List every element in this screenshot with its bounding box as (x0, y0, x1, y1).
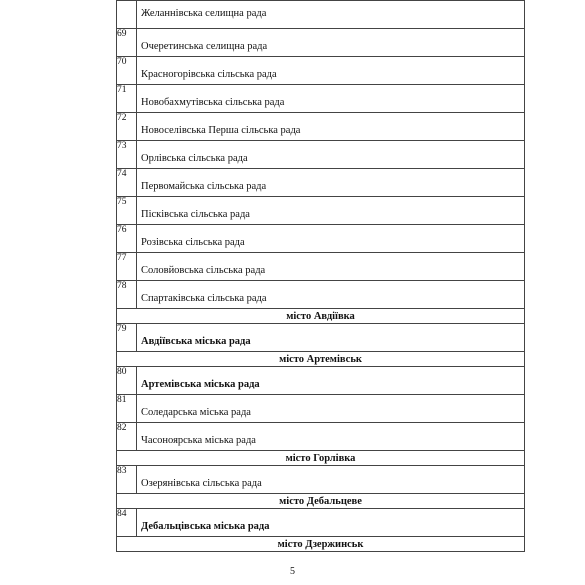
table-row (117, 324, 525, 352)
council-name-cell (137, 509, 525, 537)
council-name-cell (137, 281, 525, 309)
table-row (117, 113, 525, 141)
council-name-cell (137, 324, 525, 352)
city-header-row (117, 309, 525, 324)
city-header-row (117, 352, 525, 367)
council-name: Орлівська сільська рада (141, 153, 248, 164)
council-name-cell (137, 225, 525, 253)
table-row (117, 169, 525, 197)
table-row (117, 281, 525, 309)
council-name: Артемівська міська рада (141, 379, 260, 390)
city-header-row (117, 451, 525, 466)
row-number: 82 (117, 423, 137, 451)
table-row (117, 423, 525, 451)
table-row (117, 466, 525, 494)
council-name: Желаннівська селищна рада (141, 8, 267, 19)
council-name-cell (137, 253, 525, 281)
table-row (117, 395, 525, 423)
table-row (117, 1, 525, 29)
council-name-cell (137, 169, 525, 197)
council-name-cell (137, 395, 525, 423)
city-header-row (117, 494, 525, 509)
row-number: 74 (117, 169, 137, 197)
row-number: 72 (117, 113, 137, 141)
council-name: Пісківська сільська рада (141, 209, 250, 220)
council-name-cell (137, 29, 525, 57)
council-name: Красногорівська сільська рада (141, 69, 277, 80)
table-row (117, 367, 525, 395)
council-name: Авдіївська міська рада (141, 336, 251, 347)
council-name-cell (137, 57, 525, 85)
row-number: 80 (117, 367, 137, 395)
council-name-cell (137, 197, 525, 225)
city-header: місто Авдіївка (117, 309, 525, 324)
row-number (117, 1, 137, 29)
council-name: Розівська сільська рада (141, 237, 245, 248)
row-number: 73 (117, 141, 137, 169)
council-name: Первомайська сільська рада (141, 181, 267, 192)
city-header-row (117, 537, 525, 552)
city-header: місто Горлівка (117, 451, 525, 466)
city-header: місто Артемівськ (117, 352, 525, 367)
page-number: 5 (290, 566, 295, 577)
table-row (117, 197, 525, 225)
councils-table-body (117, 1, 525, 552)
table-row (117, 141, 525, 169)
council-name-cell (137, 466, 525, 494)
council-name: Новоселівська Перша сільська рада (141, 125, 301, 136)
table-row (117, 225, 525, 253)
councils-table (116, 0, 525, 552)
row-number: 71 (117, 85, 137, 113)
council-name-cell (137, 423, 525, 451)
council-name-cell (137, 367, 525, 395)
council-name: Часоноярська міська рада (141, 435, 256, 446)
table-row (117, 509, 525, 537)
row-number: 81 (117, 395, 137, 423)
table-row (117, 253, 525, 281)
council-name: Озерянівська сільська рада (141, 478, 262, 489)
council-name: Соловйовська сільська рада (141, 265, 266, 276)
row-number: 84 (117, 509, 137, 537)
row-number: 83 (117, 466, 137, 494)
council-name: Соледарська міська рада (141, 407, 251, 418)
table-row (117, 57, 525, 85)
council-name-cell (137, 113, 525, 141)
row-number: 75 (117, 197, 137, 225)
row-number: 77 (117, 253, 137, 281)
row-number: 69 (117, 29, 137, 57)
council-name: Очеретинська селищна рада (141, 41, 268, 52)
row-number: 76 (117, 225, 137, 253)
council-name-cell (137, 85, 525, 113)
table-row (117, 29, 525, 57)
council-name: Дебальцівська міська рада (141, 521, 270, 532)
table-row (117, 85, 525, 113)
city-header: місто Дзержинськ (117, 537, 525, 552)
row-number: 79 (117, 324, 137, 352)
city-header: місто Дебальцеве (117, 494, 525, 509)
council-name-cell (137, 141, 525, 169)
council-name: Спартаківська сільська рада (141, 293, 267, 304)
council-name: Новобахмутівська сільська рада (141, 97, 285, 108)
council-name-cell (137, 1, 525, 29)
row-number: 70 (117, 57, 137, 85)
row-number: 78 (117, 281, 137, 309)
